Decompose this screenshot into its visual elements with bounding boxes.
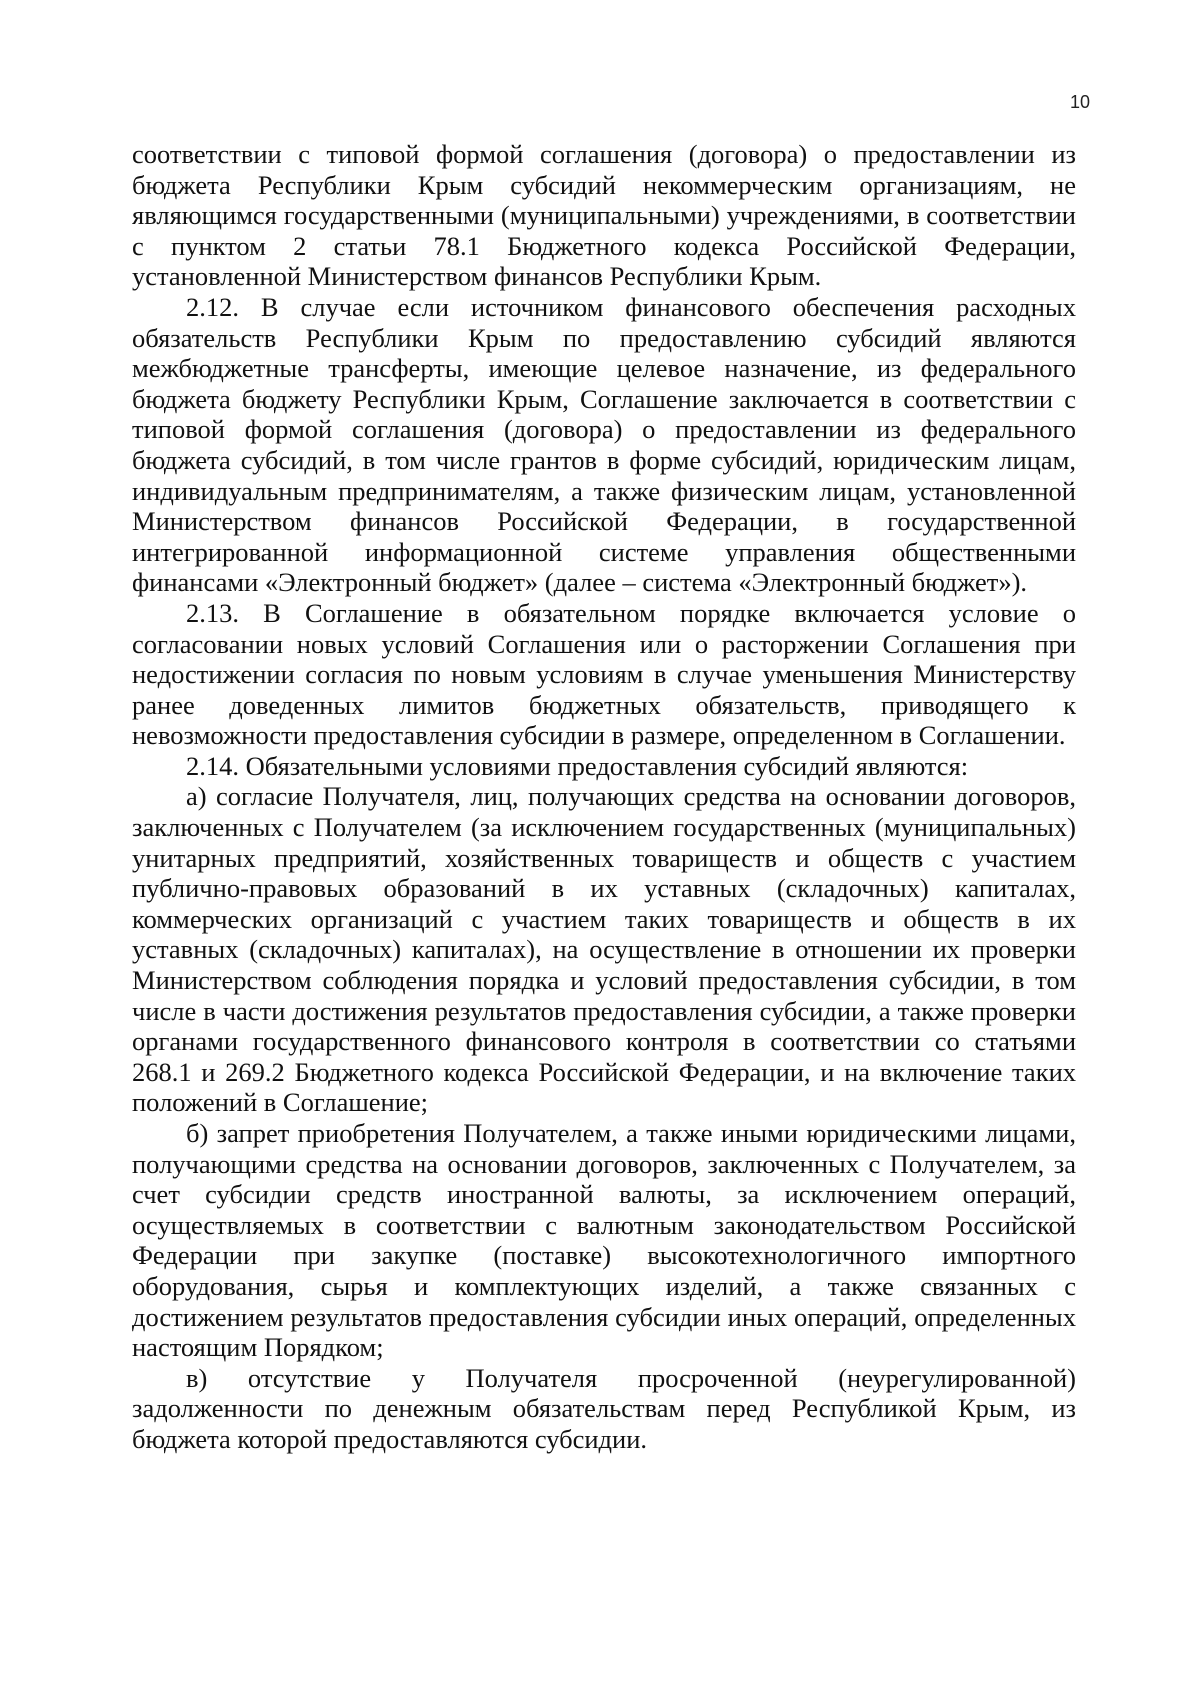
paragraph-2-14-v: в) отсутствие у Получателя просроченной (неурегулированной) задолженности по денежным обязательствам перед Республикой Крым, из бюджета которой предоставляются субсидии. — [132, 1362, 1076, 1454]
paragraph-2-13: 2.13. В Соглашение в обязательном порядке включается условие о согласовании новых условий Соглашения или о расторжении Соглашения при недостижении согласия по новым условиям в случае уменьшения Министерству ранее доведенных лимитов бюджетных обязательств, приводящего к невозможности предоставления субсидии в размере, определенном в Соглашении. — [132, 597, 1076, 751]
paragraph-2-14-a: а) согласие Получателя, лиц, получающих средства на основании договоров, заключенных с Получателем (за исключением государственных (муниципальных) унитарных предприятий, хозяйственных товариществ и обществ с участием публично-правовых образований в их уставных (складочных) капиталах, коммерческих организаций с участием таких товариществ и обществ в их уставных (складочных) капиталах), на осуществление в отношении их проверки Министерством соблюдения порядка и условий предоставления субсидии, в том числе в части достижения результатов предоставления субсидии, а также проверки органами государственного финансового контроля в соответствии со статьями 268.1 и 269.2 Бюджетного кодекса Российской Федерации, и на включение таких положений в Соглашение; — [132, 781, 1076, 1118]
paragraph-2-14-b: б) запрет приобретения Получателем, а также иными юридическими лицами, получающими средства на основании договоров, заключенных с Получателем, за счет субсидии средств иностранной валюты, за исключением операций, осуществляемых в соответствии с валютным законодательством Российской Федерации при закупке (поставке) высокотехнологичного импортного оборудования, сырья и комплектующих изделий, а также связанных с достижением результатов предоставления субсидии иных операций, определенных настоящим Порядком; — [132, 1118, 1076, 1363]
paragraph-continuation: соответствии с типовой формой соглашения (договора) о предоставлении из бюджета Республики Крым субсидий некоммерческим организациям, не являющимся государственными (муниципальными) учреждениями, в соответствии с пунктом 2 статьи 78.1 Бюджетного кодекса Российской Федерации, установленной Министерством финансов Республики Крым. — [132, 139, 1076, 292]
paragraph-2-14: 2.14. Обязательными условиями предоставления субсидий являются: — [186, 750, 969, 781]
paragraph-2-12: 2.12. В случае если источником финансового обеспечения расходных обязательств Республики Крым по предоставлению субсидий являются межбюджетные трансферты, имеющие целевое назначение, из федерального бюджета бюджету Республики Крым, Соглашение заключается в соответствии с типовой формой соглашения (договора) о предоставлении из федерального бюджета субсидий, в том числе грантов в форме субсидий, юридическим лицам, индивидуальным предпринимателям, а также физическим лицам, установленной Министерством финансов Российской Федерации, в государственной интегрированной информационной системе управления общественными финансами «Электронный бюджет» (далее – система «Электронный бюджет»). — [132, 291, 1076, 598]
document-body — [132, 139, 1076, 1455]
page-number: 10 — [1069, 92, 1090, 112]
